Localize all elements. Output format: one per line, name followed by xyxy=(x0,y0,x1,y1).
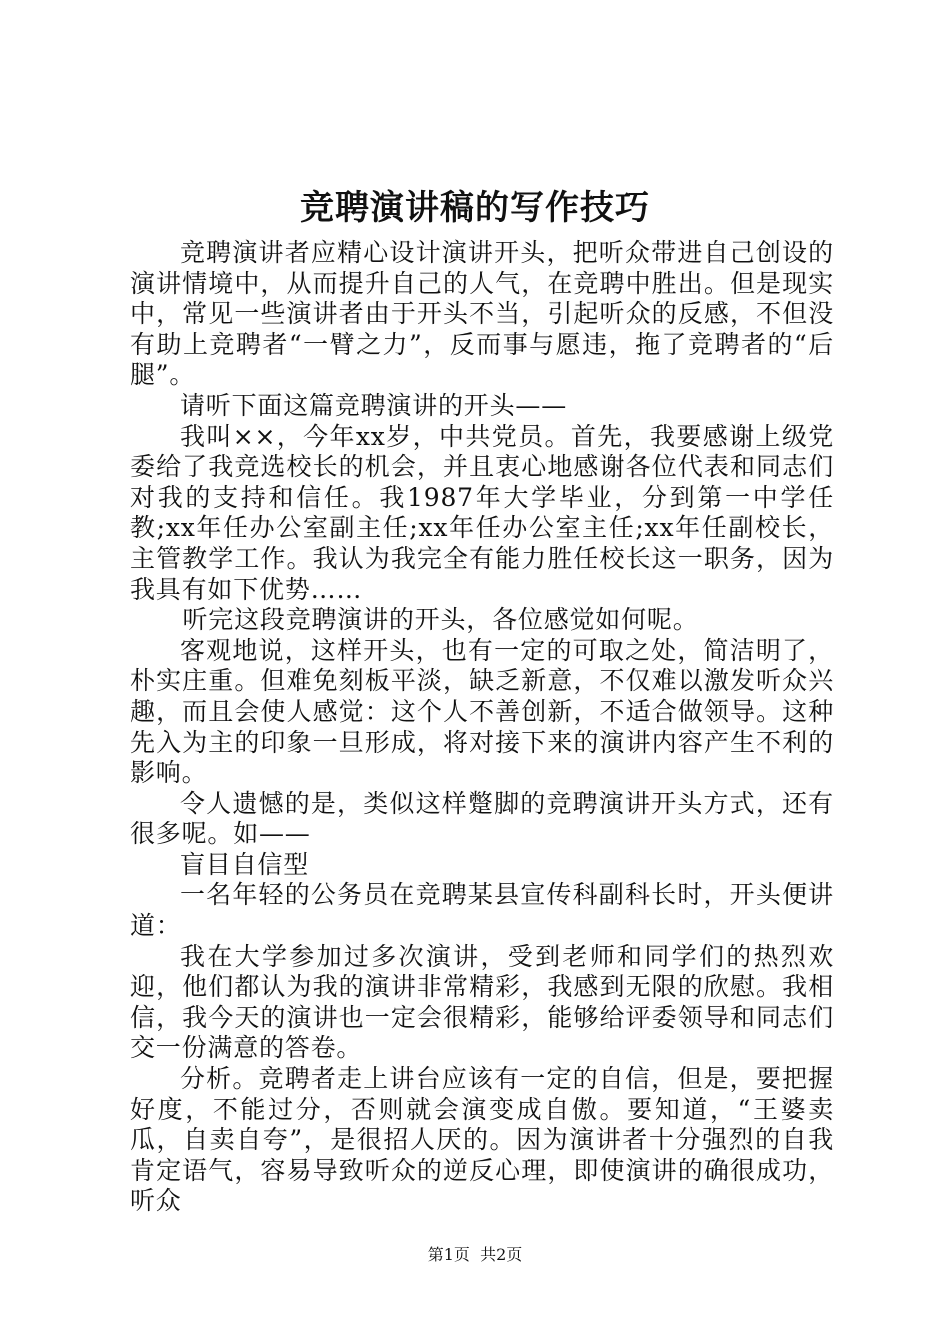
paragraph-regret: 令人遗憾的是，类似这样蹩脚的竞聘演讲开头方式，还有很多呢。如—— xyxy=(130,788,834,849)
page-number: 第1页 xyxy=(427,1245,470,1264)
paragraph-example-speech: 我叫××，今年xx岁，中共党员。首先，我要感谢上级党委给了我竞选校长的机会，并且衷心地感谢各位代表和同志们对我的支持和信任。我1987年大学毕业，分到第一中学任教;xx年任办公室副主任;xx年任办公室主任;xx年任副校长，主管教学工作。我认为我完全有能力胜任校长这一职务，因为我具有如下优势…… xyxy=(130,421,834,604)
paragraph-subheading: 盲目自信型 xyxy=(180,849,310,879)
document-title: 竞聘演讲稿的写作技巧 xyxy=(300,188,650,228)
paragraph-case-speech: 我在大学参加过多次演讲，受到老师和同学们的热烈欢迎，他们都认为我的演讲非常精彩，我感到无限的欣慰。我相信，我今天的演讲也一定会很精彩，能够给评委领导和同志们交一份满意的答卷。 xyxy=(130,941,834,1063)
paragraph-intro: 竞聘演讲者应精心设计演讲开头，把听众带进自己创设的演讲情境中，从而提升自己的人气，在竞聘中胜出。但是现实中，常见一些演讲者由于开头不当，引起听众的反感，不但没有助上竞聘者“一臂之力”，反而事与愿违，拖了竞聘者的“后腿”。 xyxy=(130,238,834,390)
paragraph-case-intro: 一名年轻的公务员在竞聘某县宣传科副科长时，开头便讲道： xyxy=(130,880,834,941)
paragraph-analysis-1: 客观地说，这样开头，也有一定的可取之处，简洁明了，朴实庄重。但难免刻板平淡，缺乏新意，不仅难以激发听众兴趣，而且会使人感觉：这个人不善创新，不适合做领导。这种先入为主的印象一旦形成，将对接下来的演讲内容产生不利的影响。 xyxy=(130,635,834,788)
document-body xyxy=(130,238,834,1217)
paragraph-listen: 请听下面这篇竞聘演讲的开头—— xyxy=(180,390,568,420)
paragraph-question: 听完这段竞聘演讲的开头，各位感觉如何呢。 xyxy=(182,605,699,635)
paragraph-analysis-2: 分析。竞聘者走上讲台应该有一定的自信，但是，要把握好度，不能过分，否则就会演变成自傲。要知道，“王婆卖瓜，自卖自夸”，是很招人厌的。因为演讲者十分强烈的自我肯定语气，容易导致听众的逆反心理，即使演讲的确很成功，听众 xyxy=(130,1064,834,1216)
page-footer xyxy=(0,1244,950,1266)
page-total: 共2页 xyxy=(480,1245,523,1264)
